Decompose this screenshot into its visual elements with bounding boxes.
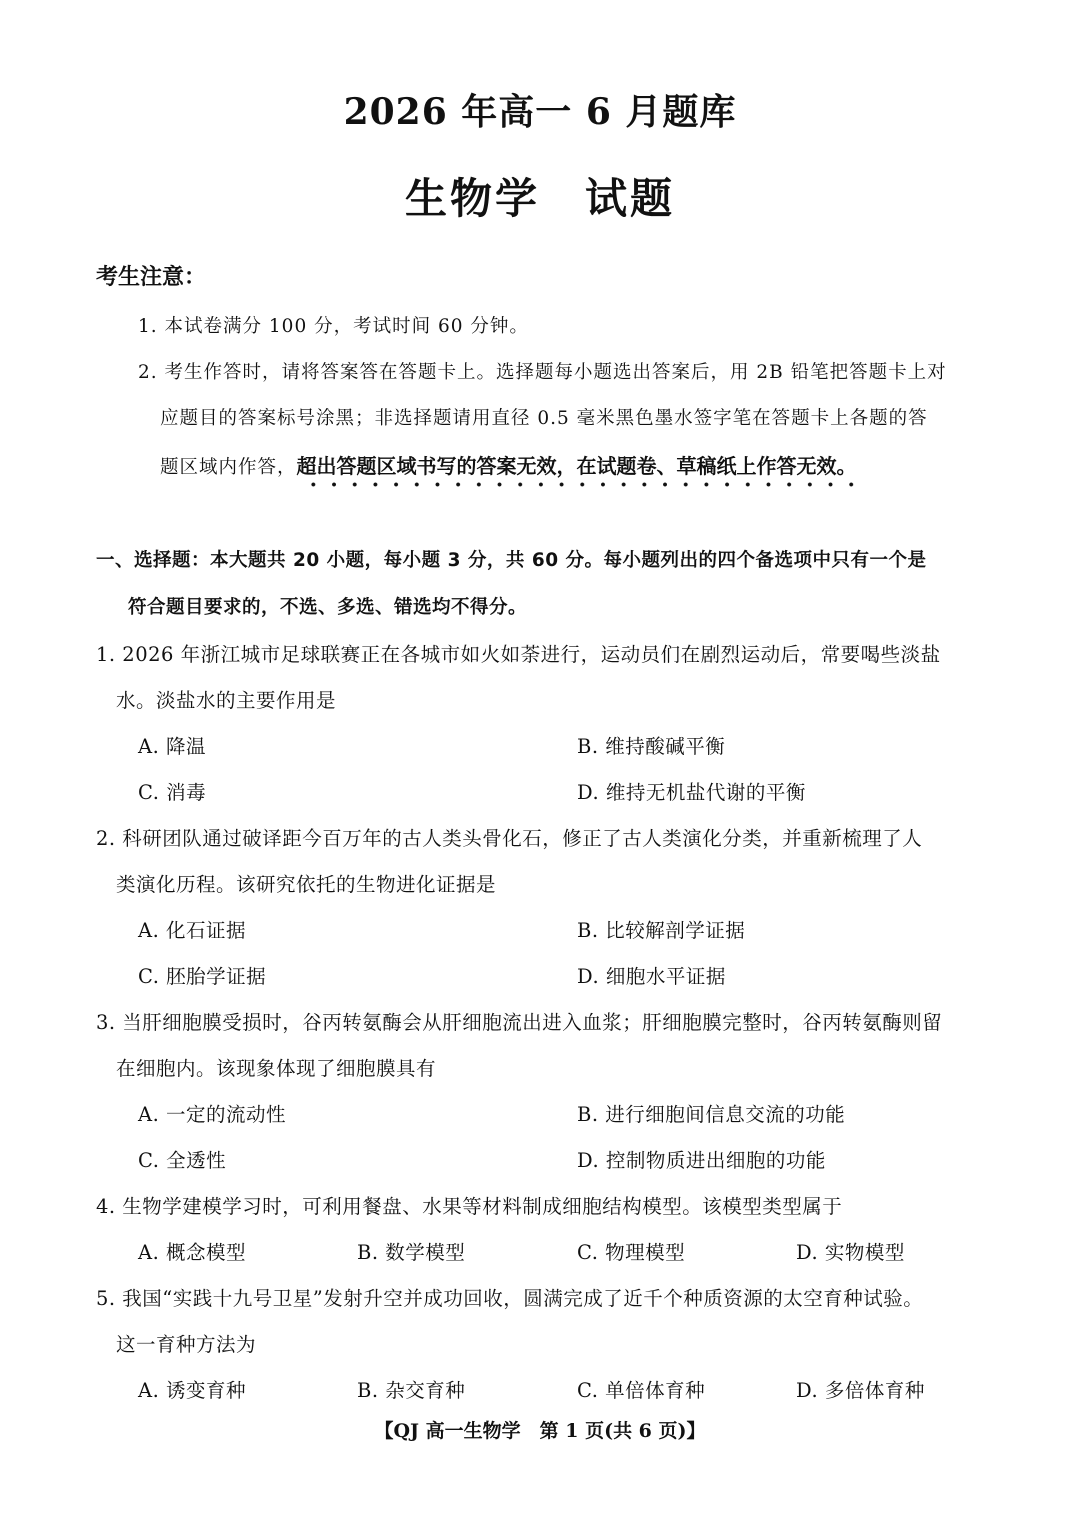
question-5-line-1: 5. 我国“实践十九号卫星”发射升空并成功回收，圆满完成了近千个种质资源的太空育种试验。	[96, 1287, 924, 1310]
question-1-line-1: 1. 2026 年浙江城市足球联赛正在各城市如火如荼进行，运动员们在剧烈运动后，常要喝些淡盐	[96, 643, 941, 666]
exam-subject-title: 生物学 试题	[404, 174, 675, 223]
question-2-option-c: C. 胚胎学证据	[138, 965, 267, 988]
question-3-option-a: A. 一定的流动性	[138, 1103, 286, 1126]
notice-plain-text: 题区域内作答，	[160, 457, 297, 478]
notice-item-2-line-2: 应题目的答案标号涂黑；非选择题请用直径 0.5 毫米黑色墨水签字笔在答题卡上各题的答	[160, 408, 928, 429]
notice-item-2-line-3	[160, 450, 857, 479]
question-5-option-c: C. 单倍体育种	[577, 1379, 706, 1402]
question-5-option-b: B. 杂交育种	[357, 1379, 466, 1402]
exam-title: 2026 年高一 6 月题库	[343, 91, 737, 133]
question-5-line-2: 这一育种方法为	[116, 1333, 257, 1356]
question-2-line-2: 类演化历程。该研究依托的生物进化证据是	[116, 873, 497, 896]
question-4-option-a: A. 概念模型	[138, 1241, 246, 1264]
question-5-option-d: D. 多倍体育种	[796, 1379, 925, 1402]
question-2-line-1: 2. 科研团队通过破译距今百万年的古人类头骨化石，修正了古人类演化分类，并重新梳理了人	[96, 827, 923, 850]
page-footer: 【QJ 高一生物学 第 1 页(共 6 页)】	[374, 1420, 706, 1442]
question-4-line-1: 4. 生物学建模学习时，可利用餐盘、水果等材料制成细胞结构模型。该模型类型属于	[96, 1195, 843, 1218]
question-1-option-c: C. 消毒	[138, 781, 207, 804]
question-4-option-d: D. 实物模型	[796, 1241, 905, 1264]
question-2-option-a: A. 化石证据	[138, 919, 246, 942]
section-heading-line-1: 一、选择题：本大题共 20 小题，每小题 3 分，共 60 分。每小题列出的四个备选项中只有一个是	[96, 550, 927, 571]
question-4-option-b: B. 数学模型	[357, 1241, 466, 1264]
question-3-line-2: 在细胞内。该现象体现了细胞膜具有	[116, 1057, 437, 1080]
question-1-option-d: D. 维持无机盐代谢的平衡	[577, 781, 806, 804]
question-2-option-b: B. 比较解剖学证据	[577, 919, 746, 942]
notice-item-1: 1. 本试卷满分 100 分，考试时间 60 分钟。	[138, 316, 529, 337]
question-5-option-a: A. 诱变育种	[138, 1379, 246, 1402]
notice-heading: 考生注意：	[96, 265, 207, 290]
question-3-option-d: D. 控制物质进出细胞的功能	[577, 1149, 826, 1172]
question-3-line-1: 3. 当肝细胞膜受损时，谷丙转氨酶会从肝细胞流出进入血浆；肝细胞膜完整时，谷丙转氨酶则留	[96, 1011, 943, 1034]
question-1-option-a: A. 降温	[138, 735, 206, 758]
question-4-option-c: C. 物理模型	[577, 1241, 686, 1264]
question-3-option-c: C. 全透性	[138, 1149, 227, 1172]
question-2-option-d: D. 细胞水平证据	[577, 965, 726, 988]
question-1-option-b: B. 维持酸碱平衡	[577, 735, 726, 758]
question-3-option-b: B. 进行细胞间信息交流的功能	[577, 1103, 846, 1126]
notice-item-2-line-1: 2. 考生作答时，请将答案答在答题卡上。选择题每小题选出答案后，用 2B 铅笔把答题卡上对	[138, 362, 947, 383]
question-1-line-2: 水。淡盐水的主要作用是	[116, 689, 337, 712]
notice-emphasis-text: 超出答题区域书写的答案无效，在试题卷、草稿纸上作答无效。	[297, 454, 857, 488]
section-heading-line-2: 符合题目要求的，不选、多选、错选均不得分。	[128, 597, 528, 618]
